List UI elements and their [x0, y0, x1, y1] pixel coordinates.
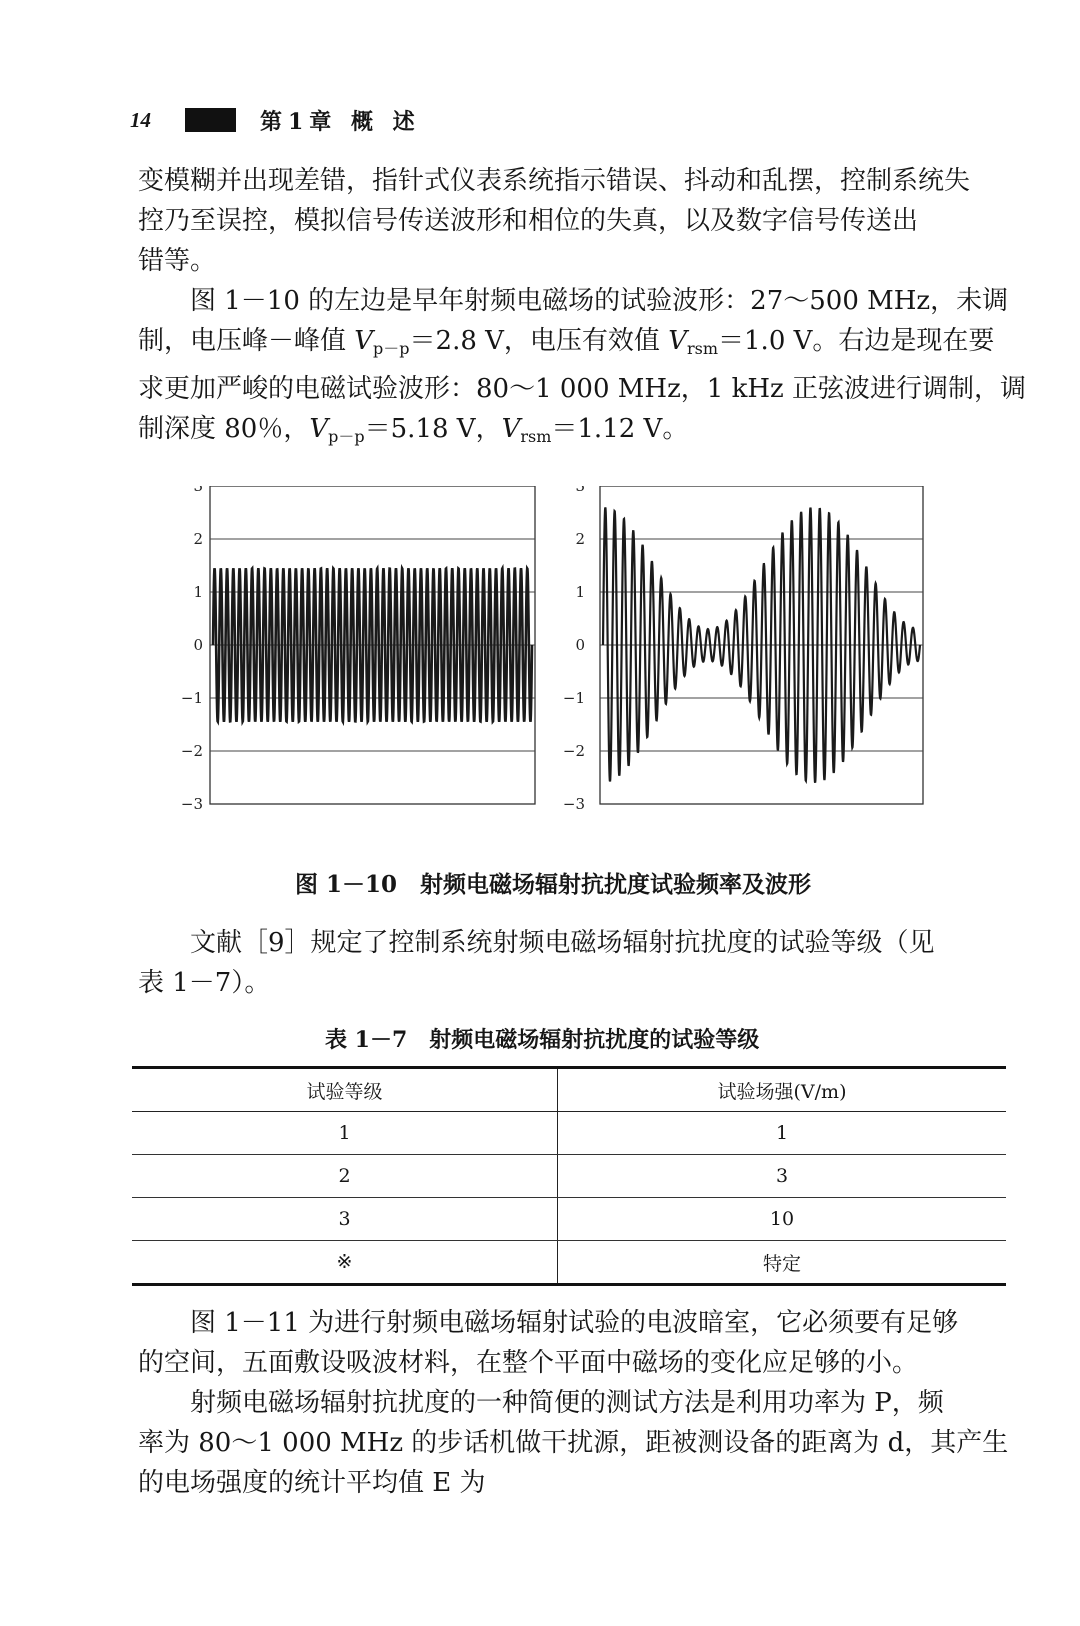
vrsm-symbol: V: [668, 326, 687, 356]
y-tick-label: 3: [575, 486, 585, 495]
table-cell: 1: [558, 1112, 1007, 1155]
page-number: 14: [130, 107, 151, 132]
text-line: [138, 321, 1008, 369]
table-header-row: [132, 1068, 1006, 1112]
text-line: 图 1－11 为进行射频电磁场辐射试验的电波暗室，它必须要有足够: [190, 1308, 959, 1338]
paragraph-5: [138, 1383, 1008, 1503]
text-run: 制深度 80％，: [138, 414, 310, 444]
table-row: [132, 1241, 1006, 1285]
figure-caption: 图 1－10 射频电磁场辐射抗扰度试验频率及波形: [295, 871, 812, 898]
text-line: [138, 409, 1008, 457]
y-tick-label: −3: [180, 795, 203, 813]
page-header: [130, 104, 421, 136]
table-row: [132, 1198, 1006, 1241]
text-line: 射频电磁场辐射抗扰度的一种简便的测试方法是利用功率为 P，频: [190, 1388, 944, 1418]
vrsm-subscript: rsm: [686, 339, 719, 358]
vpp-subscript: p－p: [373, 339, 410, 358]
text-line: 文献［9］规定了控制系统射频电磁场辐射抗扰度的试验等级（见: [190, 928, 935, 958]
vrsm-symbol: V: [501, 414, 521, 444]
text-run: ＝5.18 V，: [364, 414, 502, 444]
waveform-figure: [145, 486, 985, 850]
table-cell: 2: [132, 1155, 558, 1198]
text-line: 的电场强度的统计平均值 E 为: [138, 1468, 486, 1498]
vpp-subscript: p－p: [328, 427, 365, 446]
y-tick-label: −2: [180, 742, 203, 760]
chapter-title: 第1章 概 述: [260, 108, 421, 135]
y-tick-label: −2: [562, 742, 585, 760]
text-line: 表 1－7）。: [138, 968, 271, 998]
waveform-series-1: [603, 507, 920, 782]
table-cell: 10: [558, 1198, 1007, 1241]
text-line: 图 1－10 的左边是早年射频电磁场的试验波形：27～500 MHz，未调: [190, 286, 1009, 316]
y-tick-label: 2: [575, 530, 585, 548]
vpp-symbol: V: [309, 414, 329, 444]
y-tick-label: −1: [562, 689, 585, 707]
paragraph-4: [138, 1303, 1008, 1383]
column-header-field-strength: 试验场强(V/m): [558, 1068, 1007, 1112]
text-run: ＝2.8 V，电压有效值: [409, 326, 669, 356]
text-run: ＝1.0 V。右边是现在要: [718, 326, 995, 356]
y-tick-label: −1: [180, 689, 203, 707]
table-row: [132, 1155, 1006, 1198]
y-tick-label: 0: [575, 636, 585, 654]
table-cell: ※: [132, 1241, 558, 1285]
text-line: 求更加严峻的电磁试验波形：80～1 000 MHz，1 kHz 正弦波进行调制，调: [138, 374, 1026, 404]
paragraph-3: [138, 923, 1008, 1003]
table-cell: 特定: [558, 1241, 1007, 1285]
y-tick-label: 3: [193, 486, 203, 495]
header-bar: [185, 108, 236, 132]
waveform-series-0: [213, 568, 532, 722]
text-line: 控乃至误控，模拟信号传送波形和相位的失真，以及数字信号传送出: [138, 206, 919, 236]
y-tick-label: 0: [193, 636, 203, 654]
text-line: 率为 80～1 000 MHz 的步话机做干扰源，距被测设备的距离为 d，其产生: [138, 1428, 1009, 1458]
table-row: [132, 1112, 1006, 1155]
y-tick-label: −3: [562, 795, 585, 813]
table-title: 表 1－7 射频电磁场辐射抗扰度的试验等级: [325, 1027, 760, 1053]
vrsm-subscript: rsm: [520, 427, 552, 446]
column-header-level: 试验等级: [132, 1068, 558, 1112]
paragraph-1: [138, 161, 1008, 281]
text-line: 错等。: [138, 246, 217, 276]
text-line: 的空间，五面敷设吸波材料，在整个平面中磁场的变化应足够的小。: [138, 1348, 919, 1378]
table-cell: 1: [132, 1112, 558, 1155]
y-tick-label: 2: [193, 530, 203, 548]
waveform-plots: [145, 486, 985, 846]
text-run: ＝1.12 V。: [551, 414, 689, 444]
y-tick-label: 1: [193, 583, 203, 601]
table-cell: 3: [558, 1155, 1007, 1198]
table-cell: 3: [132, 1198, 558, 1241]
vpp-symbol: V: [354, 326, 374, 356]
text-run: 制，电压峰－峰值: [138, 326, 355, 356]
paragraph-2: [138, 281, 1026, 457]
test-level-table: [132, 1066, 1006, 1286]
text-line: 变模糊并出现差错，指针式仪表系统指示错误、抖动和乱摆，控制系统失: [138, 166, 971, 196]
y-tick-label: 1: [575, 583, 585, 601]
